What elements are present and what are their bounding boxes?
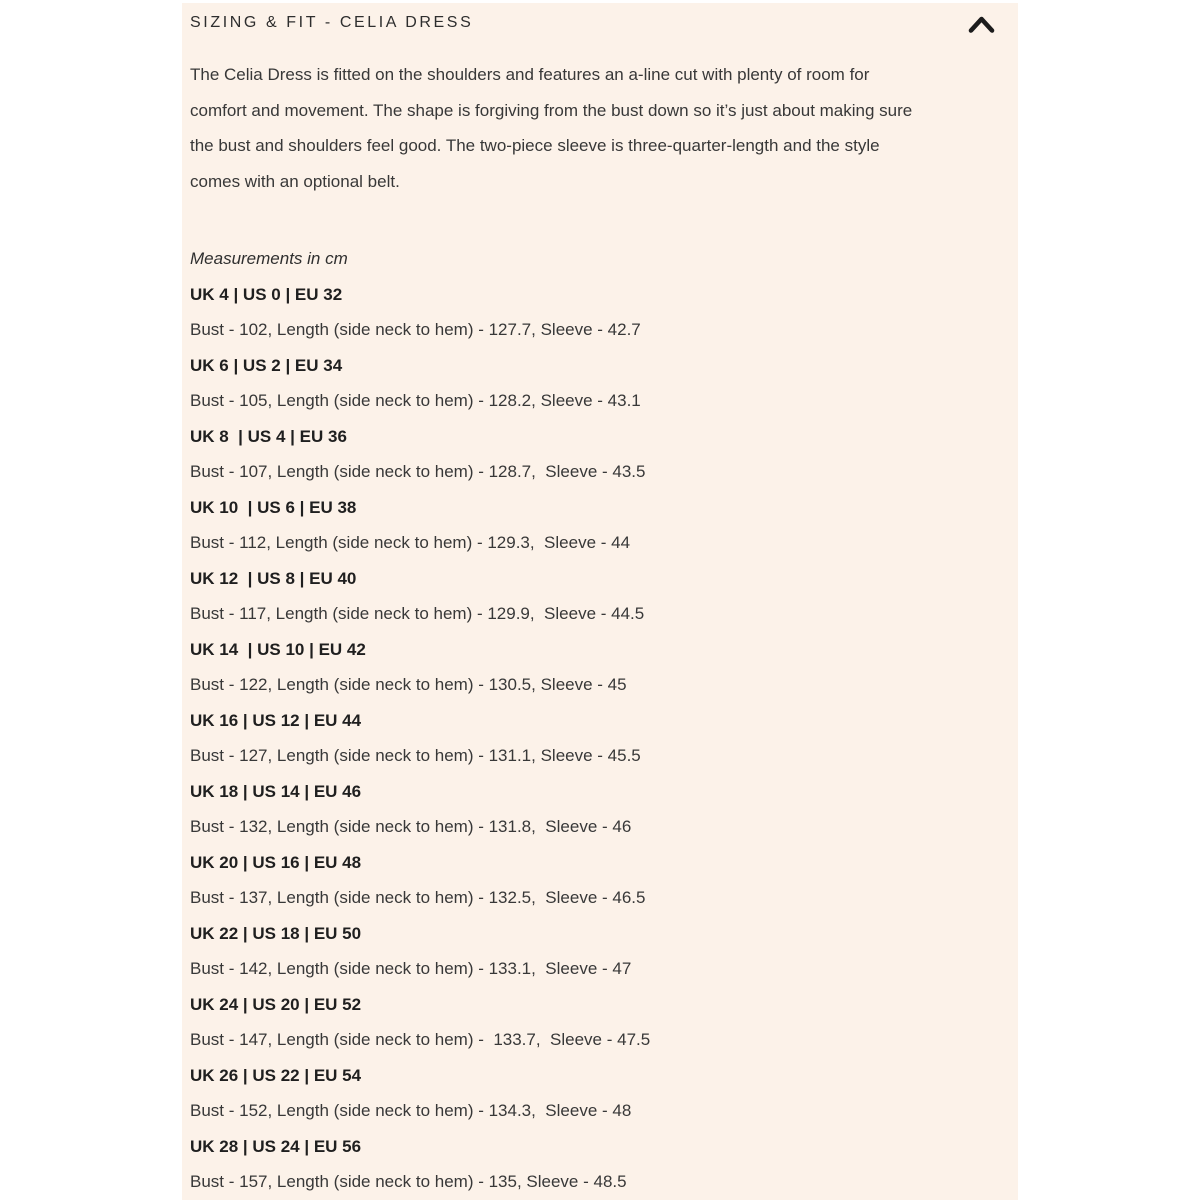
size-label: UK 20 | US 16 | EU 48 bbox=[190, 852, 362, 872]
size-measurements: Bust - 137, Length (side neck to hem) - 132.5, Sleeve - 46.5 bbox=[190, 888, 646, 908]
product-fit-description bbox=[190, 57, 990, 199]
measurements-section bbox=[190, 241, 996, 1200]
size-label: UK 10 | US 6 | EU 38 bbox=[190, 497, 357, 517]
size-row bbox=[190, 987, 996, 1058]
chevron-up-icon[interactable] bbox=[967, 23, 996, 38]
size-row bbox=[190, 632, 996, 703]
size-measurements: Bust - 117, Length (side neck to hem) - 129.9, Sleeve - 44.5 bbox=[190, 604, 645, 624]
size-label: UK 24 | US 20 | EU 52 bbox=[190, 994, 362, 1014]
size-measurements: Bust - 142, Length (side neck to hem) - 133.1, Sleeve - 47 bbox=[190, 959, 632, 979]
size-measurements: Bust - 132, Length (side neck to hem) - 131.8, Sleeve - 46 bbox=[190, 817, 632, 837]
size-row bbox=[190, 703, 996, 774]
size-row bbox=[190, 774, 996, 845]
size-row bbox=[190, 490, 996, 561]
size-row bbox=[190, 845, 996, 916]
size-label: UK 4 | US 0 | EU 32 bbox=[190, 284, 343, 304]
size-row bbox=[190, 1129, 996, 1200]
size-label: UK 22 | US 18 | EU 50 bbox=[190, 923, 362, 943]
size-list bbox=[190, 277, 996, 1200]
description-line: comfort and movement. The shape is forgiving from the bust down so it’s just about making sure bbox=[190, 100, 913, 120]
size-label: UK 16 | US 12 | EU 44 bbox=[190, 710, 362, 730]
collapse-button[interactable] bbox=[967, 14, 996, 35]
size-label: UK 6 | US 2 | EU 34 bbox=[190, 355, 343, 375]
description-line: comes with an optional belt. bbox=[190, 171, 400, 191]
size-measurements: Bust - 152, Length (side neck to hem) - 134.3, Sleeve - 48 bbox=[190, 1101, 632, 1121]
size-label: UK 18 | US 14 | EU 46 bbox=[190, 781, 362, 801]
size-measurements: Bust - 122, Length (side neck to hem) - 130.5, Sleeve - 45 bbox=[190, 675, 627, 695]
size-measurements: Bust - 105, Length (side neck to hem) - 128.2, Sleeve - 43.1 bbox=[190, 391, 641, 411]
size-row bbox=[190, 561, 996, 632]
size-measurements: Bust - 157, Length (side neck to hem) - 135, Sleeve - 48.5 bbox=[190, 1172, 627, 1192]
size-label: UK 8 | US 4 | EU 36 bbox=[190, 426, 347, 446]
size-label: UK 12 | US 8 | EU 40 bbox=[190, 568, 357, 588]
size-row bbox=[190, 348, 996, 419]
size-measurements: Bust - 147, Length (side neck to hem) - 133.7, Sleeve - 47.5 bbox=[190, 1030, 651, 1050]
size-row bbox=[190, 419, 996, 490]
description-line: The Celia Dress is fitted on the shoulders and features an a-line cut with plenty of room for bbox=[190, 65, 870, 84]
section-title: SIZING & FIT - CELIA DRESS bbox=[190, 14, 474, 31]
size-row bbox=[190, 277, 996, 348]
size-label: UK 28 | US 24 | EU 56 bbox=[190, 1136, 362, 1156]
units-note: Measurements in cm bbox=[190, 249, 348, 269]
size-measurements: Bust - 112, Length (side neck to hem) - 129.3, Sleeve - 44 bbox=[190, 533, 631, 553]
size-measurements: Bust - 127, Length (side neck to hem) - 131.1, Sleeve - 45.5 bbox=[190, 746, 641, 766]
size-measurements: Bust - 102, Length (side neck to hem) - 127.7, Sleeve - 42.7 bbox=[190, 320, 641, 340]
size-row bbox=[190, 916, 996, 987]
sizing-fit-panel bbox=[182, 3, 1018, 1200]
description-line: the bust and shoulders feel good. The two-piece sleeve is three-quarter-length and the style bbox=[190, 136, 880, 156]
size-label: UK 26 | US 22 | EU 54 bbox=[190, 1065, 362, 1085]
accordion-header[interactable] bbox=[190, 3, 996, 35]
size-row bbox=[190, 1058, 996, 1129]
size-measurements: Bust - 107, Length (side neck to hem) - 128.7, Sleeve - 43.5 bbox=[190, 462, 646, 482]
size-label: UK 14 | US 10 | EU 42 bbox=[190, 639, 366, 659]
